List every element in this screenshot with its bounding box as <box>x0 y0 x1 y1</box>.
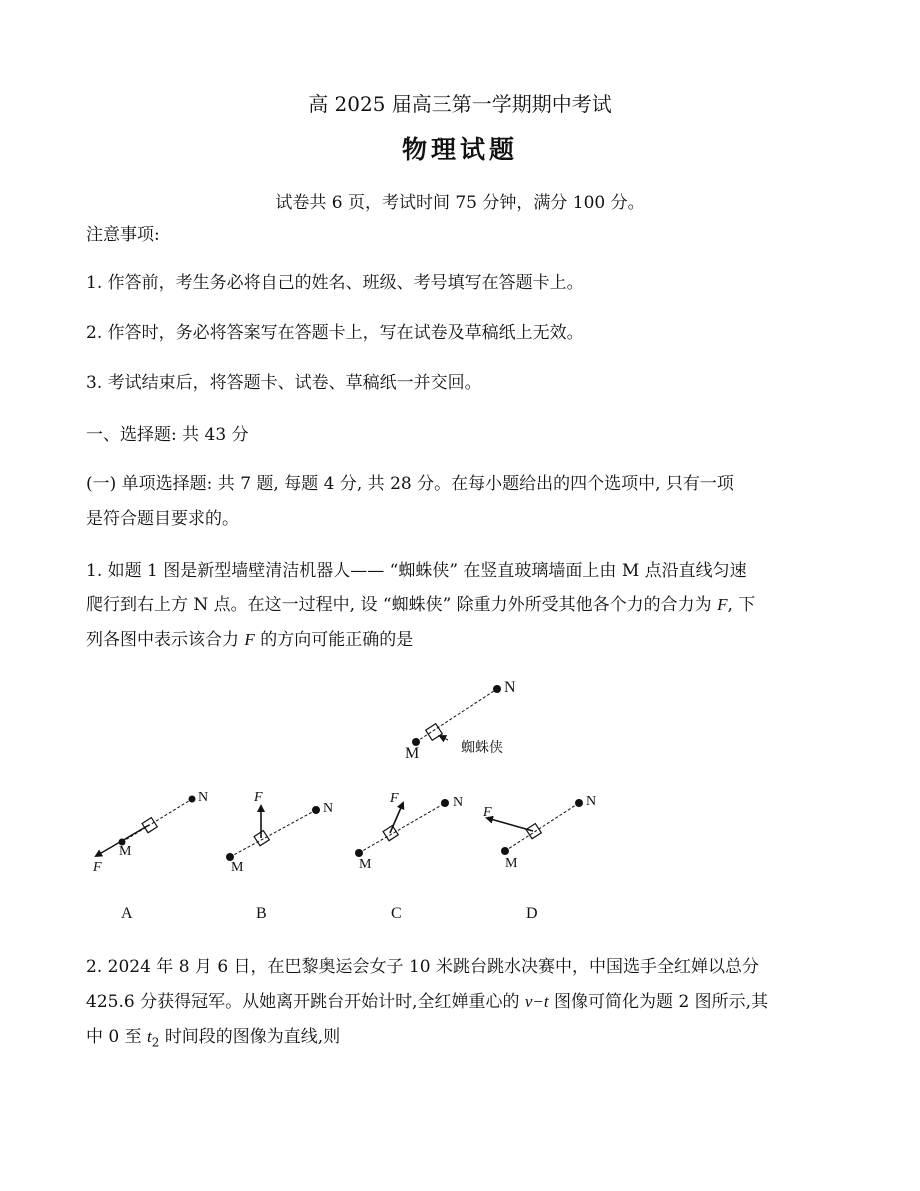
option-b-diagram <box>226 806 320 861</box>
b-label-f: F <box>254 790 263 805</box>
option-a-label: A <box>121 905 133 922</box>
option-d-label: D <box>526 905 538 922</box>
q1-line2-text-a: 爬行到右上方 N 点。在这一过程中, 设 “蜘蛛侠” 除重力外所受其他各个力的合力为 <box>86 595 712 615</box>
option-c-label: C <box>391 905 402 922</box>
option-d-diagram <box>487 799 583 855</box>
main-label-m: M <box>405 745 420 762</box>
option-c-diagram <box>355 799 449 857</box>
q1-line2-text-b: , 下 <box>727 595 756 615</box>
b-label-n: N <box>323 801 334 816</box>
robot-label: 蜘蛛侠 <box>461 740 503 756</box>
d-label-n: N <box>586 794 597 809</box>
section1-sub-line1: (一) 单项选择题: 共 7 题, 每题 4 分, 共 28 分。在每小题给出的四个选项中, 只有一项 <box>86 474 734 494</box>
d-label-f: F <box>483 805 492 820</box>
option-a-diagram <box>96 796 196 857</box>
notice-item-3: 3. 考试结束后，将答题卡、试卷、草稿纸一并交回。 <box>86 373 482 393</box>
b-label-m: M <box>231 860 244 875</box>
option-b-label: B <box>256 905 267 922</box>
c-label-n: N <box>453 795 464 810</box>
q2-line2-text-b: 图像可简化为题 2 图所示,其 <box>554 992 769 1012</box>
q2-line3-text-b: 时间段的图像为直线,则 <box>164 1027 341 1047</box>
q2-line1: 2. 2024 年 8 月 6 日，在巴黎奥运会女子 10 米跳台跳水决赛中，中国选手全红婵以总分 <box>86 957 759 977</box>
q2-line3-var: t <box>147 1027 152 1046</box>
c-label-f: F <box>390 791 399 806</box>
q2-line3-sub: 2 <box>151 1035 160 1050</box>
q1-line3 <box>86 630 413 650</box>
section1-sub-line2: 是符合题目要求的。 <box>86 509 239 529</box>
notice-item-2: 2. 作答时，务必将答案写在答题卡上，写在试卷及草稿纸上无效。 <box>86 323 584 343</box>
a-label-f: F <box>93 860 102 875</box>
main-label-n: N <box>504 679 516 696</box>
q1-line2-var: F <box>717 595 728 614</box>
a-label-n: N <box>198 790 209 805</box>
q1-line1: 1. 如题 1 图是新型墙壁清洁机器人—— “蜘蛛侠” 在竖直玻璃墙面上由 M 点沿直线匀速 <box>86 561 747 581</box>
q1-line3-text-a: 列各图中表示该合力 <box>86 630 239 650</box>
q2-line3-text-a: 中 0 至 <box>86 1027 142 1047</box>
q1-line3-var: F <box>244 630 255 649</box>
q1-line2 <box>86 595 755 615</box>
exam-info: 试卷共 6 页，考试时间 75 分钟，满分 100 分。 <box>275 193 645 213</box>
q1-line3-text-b: 的方向可能正确的是 <box>260 630 414 650</box>
q2-line2 <box>86 992 768 1012</box>
section1-heading: 一、选择题: 共 43 分 <box>86 425 249 445</box>
c-label-m: M <box>359 857 372 872</box>
subject-title: 物理试题 <box>401 135 518 164</box>
d-label-m: M <box>505 856 518 871</box>
q2-line2-text-a: 425.6 分获得冠军。从她离开跳台开始计时,全红婵重心的 <box>86 992 520 1012</box>
q2-line2-var: v−t <box>524 992 549 1011</box>
q2-line3 <box>86 1027 340 1050</box>
notice-item-1: 1. 作答前，考生务必将自己的姓名、班级、考号填写在答题卡上。 <box>86 273 584 293</box>
notice-heading: 注意事项: <box>86 225 160 245</box>
a-label-m: M <box>119 844 132 859</box>
exam-title: 高 2025 届高三第一学期期中考试 <box>308 92 612 116</box>
